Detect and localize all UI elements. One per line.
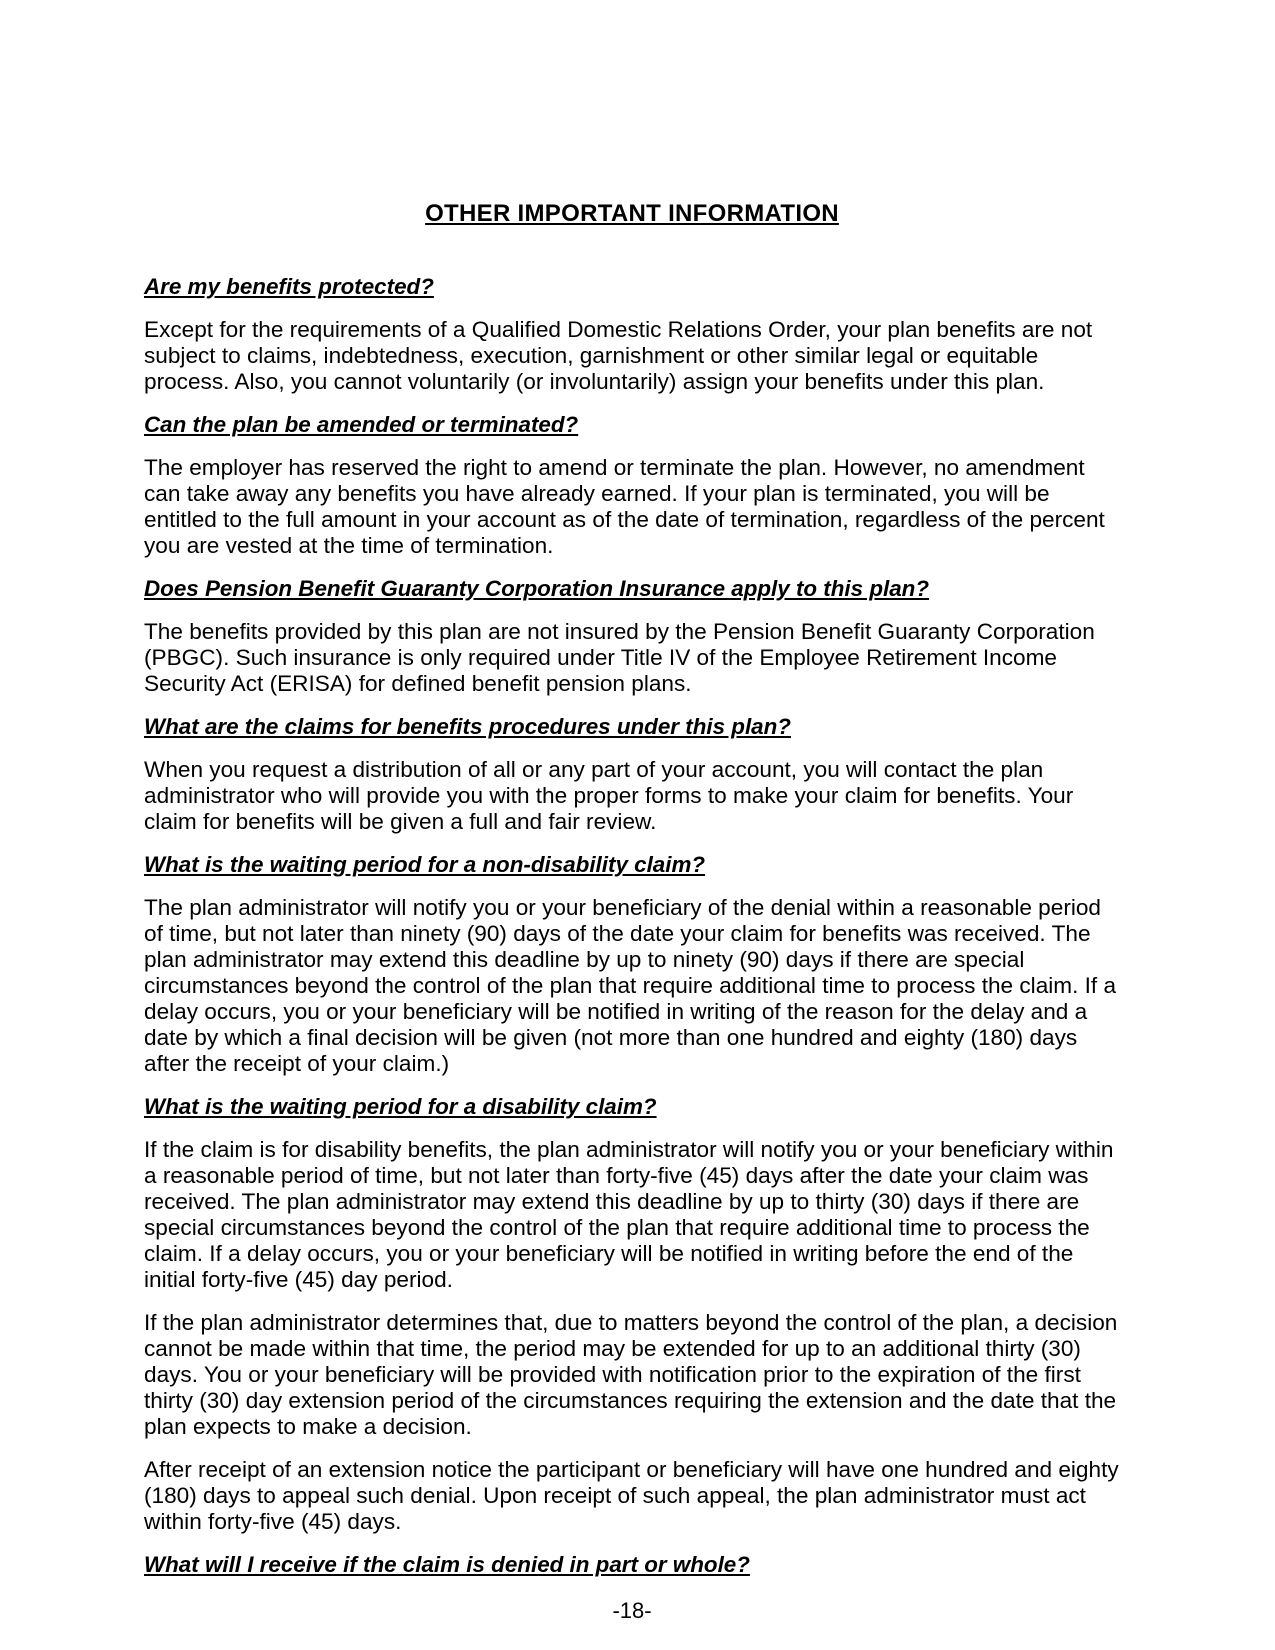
section-benefits-protected <box>144 274 1120 395</box>
body-paragraph: The employer has reserved the right to amend or terminate the plan. However, no amendment can take away any benefits you have already earned. If your plan is terminated, you will be entitled to the full amount in your account as of the date of termination, regardless of the percent you are vested at the time of termination. <box>144 455 1105 558</box>
body-paragraph: When you request a distribution of all or any part of your account, you will contact the plan administrator who will provide you with the proper forms to make your claim for benefits. Your claim for benefits will be given a full and fair review. <box>144 757 1074 834</box>
section-amended-terminated <box>144 412 1120 559</box>
section-heading: What are the claims for benefits procedures under this plan? <box>144 714 791 739</box>
section-heading: Are my benefits protected? <box>144 274 434 299</box>
body-paragraph: If the plan administrator determines that, due to matters beyond the control of the plan, a decision cannot be made within that time, the period may be extended for up to an additional thirty (30) days. You or your beneficiary will be provided with notification prior to the expiration of the first thirty (30) day extension period of the circumstances requiring the extension and the date that the plan expects to make a decision. <box>144 1310 1118 1439</box>
section-heading: Can the plan be amended or terminated? <box>144 412 579 437</box>
body-paragraph: The benefits provided by this plan are not insured by the Pension Benefit Guaranty Corporation (PBGC). Such insurance is only required under Title IV of the Employee Retirement Income Security Act (ERISA) for defined benefit pension plans. <box>144 619 1095 696</box>
section-pbgc-insurance <box>144 576 1120 697</box>
section-heading: What is the waiting period for a disability claim? <box>144 1094 657 1119</box>
section-disability-waiting-period <box>144 1094 1120 1535</box>
body-paragraph: Except for the requirements of a Qualified Domestic Relations Order, your plan benefits are not subject to claims, indebtedness, execution, garnishment or other similar legal or equitable process. Also, you cannot voluntarily (or involuntarily) assign your benefits under this plan. <box>144 317 1093 394</box>
section-nondisability-waiting-period <box>144 852 1120 1077</box>
section-heading: What will I receive if the claim is denied in part or whole? <box>144 1552 750 1577</box>
page-title: OTHER IMPORTANT INFORMATION <box>425 200 839 227</box>
section-heading: What is the waiting period for a non-disability claim? <box>144 852 706 877</box>
section-heading: Does Pension Benefit Guaranty Corporation Insurance apply to this plan? <box>144 576 930 601</box>
body-paragraph: After receipt of an extension notice the participant or beneficiary will have one hundred and eighty (180) days to appeal such denial. Upon receipt of such appeal, the plan administrator must act within forty-five (45) days. <box>144 1457 1119 1534</box>
section-claims-procedures <box>144 714 1120 835</box>
page-number: -18- <box>612 1598 652 1623</box>
body-paragraph: The plan administrator will notify you or your beneficiary of the denial within a reasonable period of time, but not later than ninety (90) days of the date your claim for benefits was received. The plan administrator may extend this deadline by up to ninety (90) days if there are special circumstances beyond the control of the plan that require additional time to process the claim. If a delay occurs, you or your beneficiary will be notified in writing of the reason for the delay and a date by which a final decision will be given (not more than one hundred and eighty (180) days after the receipt of your claim.) <box>144 895 1117 1076</box>
body-paragraph: If the claim is for disability benefits, the plan administrator will notify you or your beneficiary within a reasonable period of time, but not later than forty-five (45) days after the date your claim was received. The plan administrator may extend this deadline by up to thirty (30) days if there are special circumstances beyond the control of the plan that require additional time to process the claim. If a delay occurs, you or your beneficiary will be notified in writing before the end of the initial forty-five (45) day period. <box>144 1137 1114 1292</box>
section-claim-denied <box>144 1552 1120 1578</box>
